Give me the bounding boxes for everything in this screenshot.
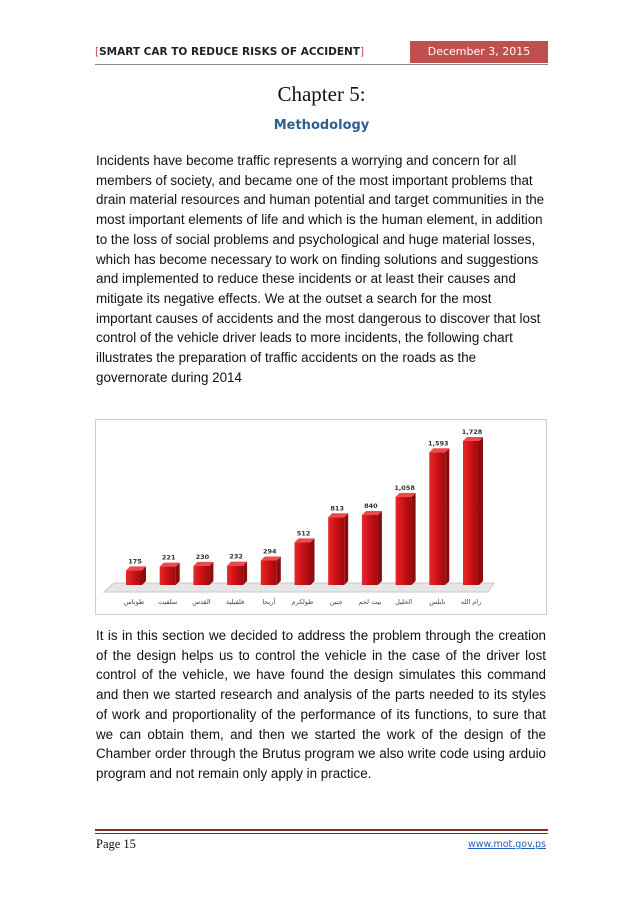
chart-bar-side [243, 562, 247, 585]
chart-bar [463, 441, 479, 585]
header-bracket-close: ] [359, 46, 365, 58]
accidents-chart-svg [96, 420, 546, 614]
chart-category-label: جنين [329, 598, 343, 606]
chart-category-label: بيت لحم [358, 598, 382, 606]
chart-bar-side [479, 437, 483, 585]
header-title-text: SMART CAR TO REDUCE RISKS OF ACCIDENT [99, 46, 360, 58]
footer-page-number: Page 15 [96, 837, 136, 851]
chart-bar-side [378, 511, 382, 585]
footer-divider-thick [95, 829, 548, 831]
body-paragraph-2: It is in this section we decided to address the problem through the creation of the design helps us to control the vehicle in the case of the driver lost control of the vehicle, we have found the design simulates this command and then we started research and analysis of the parts needed to its styles of work and proportionality of the performance of its functions, to sure that we can obtain them, and then we started the work of the design of the Chamber order through the Brutus program we also write code using arduio program and not remain only apply in practice. [96, 628, 546, 781]
section-title: Methodology [273, 118, 370, 133]
chart-value-label: 294 [263, 547, 277, 556]
chart-bar-side [344, 513, 348, 585]
chart-bar-side [277, 557, 281, 586]
chart-value-label: 230 [195, 552, 210, 561]
chart-bar [295, 542, 311, 585]
header-date: December 3, 2015 [410, 41, 548, 63]
footer-website-link[interactable]: www.mot.gov.ps [468, 839, 546, 850]
chart-value-label: 175 [128, 557, 142, 566]
chart-category-label: طوباس [123, 598, 145, 606]
header-divider [95, 64, 548, 65]
chart-bar [160, 567, 176, 585]
header-bracket-open: [ [95, 46, 100, 58]
chapter-title: Chapter 5: [277, 82, 366, 106]
chart-value-label: 840 [364, 502, 378, 510]
chart-bar [429, 452, 445, 585]
chart-category-label: قلقيلية [226, 598, 245, 606]
chart-category-label: رام الله [460, 598, 482, 606]
chart-bar [261, 561, 277, 586]
chart-bar [227, 566, 243, 585]
chart-bar [362, 515, 378, 585]
chart-bar [396, 497, 412, 585]
chart-value-label: 232 [229, 552, 243, 561]
body-paragraph-1: Incidents have become traffic represents a worrying and concern for all members of society, and became one of the most important problems that drain material resources and human potential and target communities in the most important elements of life and which is the human element, in addition to the loss of social problems and psychological and huge material losses, which has become necessary to work on finding solutions and suggestions and implemented to reduce these incidents or at least their causes and mitigate its negative effects. We at the outset a search for the most important causes of accidents and the most dangerous to discover that lost control of the vehicle driver leads to more incidents, the following chart illustrates the preparation of traffic accidents on the roads as the governorate during 2014 [96, 153, 545, 385]
chart-category-label: سلفيت [158, 598, 178, 606]
chart-value-label: 1,593 [428, 439, 449, 448]
chart-value-label: 1,058 [394, 483, 415, 492]
chart-bar [193, 566, 209, 585]
chart-value-label: 221 [161, 553, 176, 562]
chart-category-label: نابلس [429, 598, 446, 606]
chart-bar [328, 517, 344, 585]
chart-bar-side [311, 538, 315, 585]
header-title [95, 41, 407, 63]
accidents-chart [95, 419, 547, 615]
chart-category-label: الخليل [395, 598, 413, 606]
chart-value-label: 813 [330, 504, 344, 513]
chart-value-label: 1,728 [461, 428, 483, 436]
chart-bar [126, 570, 142, 585]
chart-bar-side [209, 562, 213, 585]
chart-category-label: أريحا [262, 598, 276, 606]
chart-bar-side [445, 448, 449, 585]
chart-value-label: 512 [296, 529, 311, 538]
chart-bar-side [412, 493, 416, 585]
chart-category-label: القدس [192, 598, 211, 606]
footer-divider-thin [95, 833, 548, 834]
chart-category-label: طولكرم [291, 598, 314, 606]
